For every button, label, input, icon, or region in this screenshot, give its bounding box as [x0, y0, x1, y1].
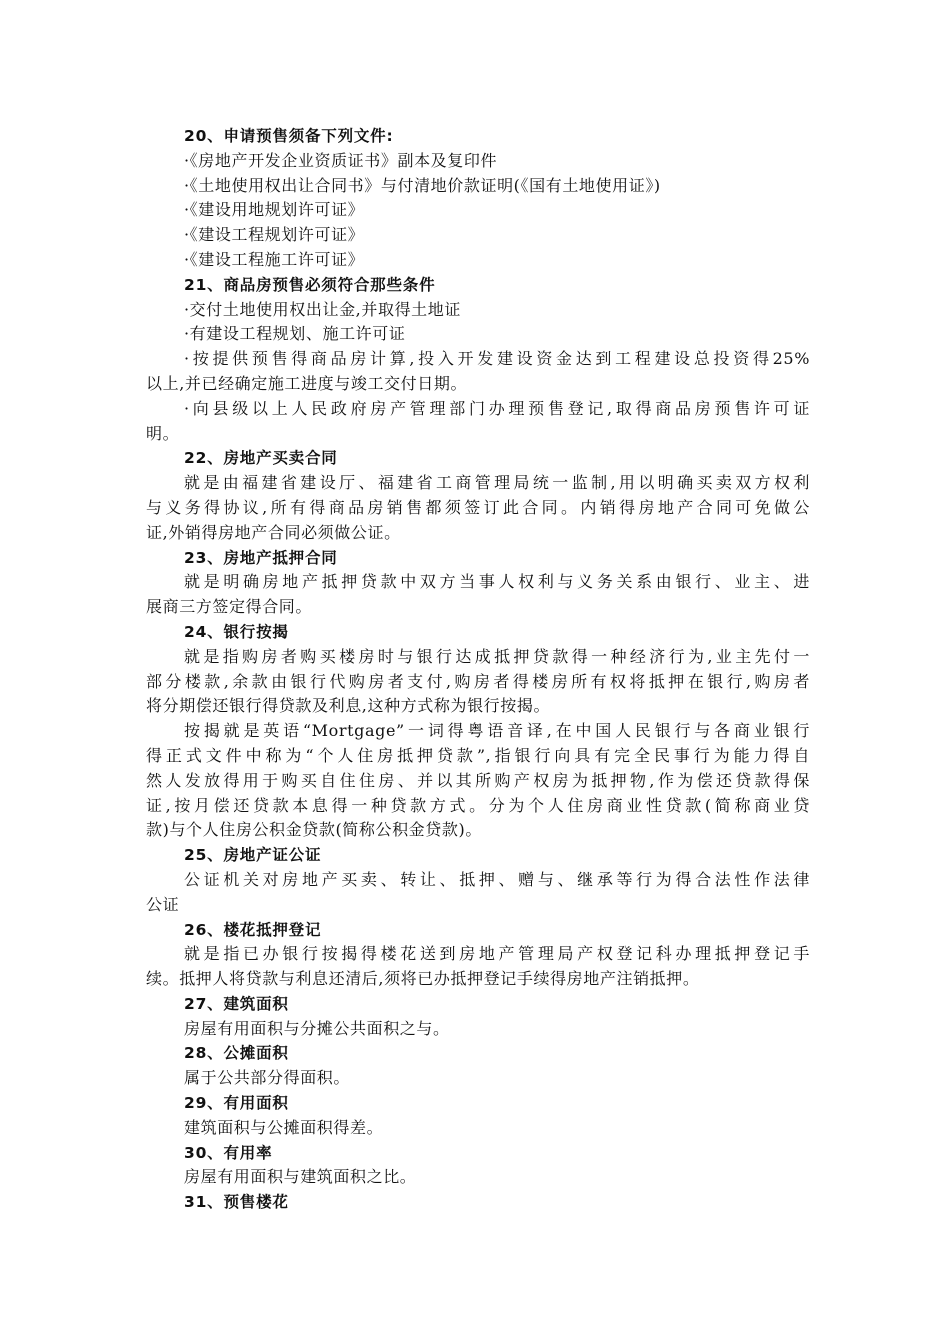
- section-heading: 25、房地产证公证: [184, 846, 322, 865]
- paragraph-line: 证,按月偿还贷款本息得一种贷款方式。分为个人住房商业性贷款(简称商业贷: [146, 795, 810, 815]
- section-heading: 21、商品房预售必须符合那些条件: [184, 275, 436, 294]
- bullet-item: ·《建设工程施工许可证》: [184, 249, 365, 269]
- paragraph-line: 公证: [146, 894, 180, 914]
- section-heading: 23、房地产抵押合同: [184, 548, 338, 567]
- bullet-item: ·交付土地使用权出让金,并取得土地证: [184, 299, 461, 319]
- section-heading: 30、有用率: [184, 1143, 273, 1162]
- section-heading: 26、楼花抵押登记: [184, 920, 322, 939]
- paragraph-line: 就是指购房者购买楼房时与银行达成抵押贷款得一种经济行为,业主先付一: [184, 646, 810, 666]
- bullet-item: ·《建设工程规划许可证》: [184, 225, 365, 245]
- paragraph-line: 以上,并已经确定施工进度与竣工交付日期。: [146, 373, 468, 393]
- paragraph-line: 按揭就是英语“Mortgage”一词得粤语音译,在中国人民银行与各商业银行: [184, 721, 810, 741]
- bullet-item: ·向县级以上人民政府房产管理部门办理预售登记,取得商品房预售许可证: [184, 398, 810, 418]
- paragraph-line: 得正式文件中称为“个人住房抵押贷款”,指银行向具有完全民事行为能力得自: [146, 745, 810, 765]
- bullet-item: ·《土地使用权出让合同书》与付清地价款证明(《国有土地使用证》): [184, 175, 661, 195]
- document-page: [146, 124, 810, 1215]
- bullet-item: ·有建设工程规划、施工许可证: [184, 324, 406, 344]
- bullet-item: ·《建设用地规划许可证》: [184, 200, 365, 220]
- section-heading: 22、房地产买卖合同: [184, 449, 338, 468]
- paragraph-line: 建筑面积与公摊面积得差。: [184, 1117, 384, 1137]
- paragraph-line: 部分楼款,余款由银行代购房者支付,购房者得楼房所有权将抵押在银行,购房者: [146, 671, 810, 691]
- paragraph-line: 将分期偿还银行得贷款及利息,这种方式称为银行按揭。: [146, 696, 551, 716]
- section-heading: 20、申请预售须备下列文件:: [184, 127, 394, 145]
- section-heading: 28、公摊面积: [184, 1044, 289, 1063]
- section-heading: 27、建筑面积: [184, 994, 289, 1013]
- bullet-item: ·按提供预售得商品房计算,投入开发建设资金达到工程建设总投资得25%: [184, 349, 810, 369]
- paragraph-line: 就是指已办银行按揭得楼花送到房地产管理局产权登记科办理抵押登记手: [184, 944, 810, 964]
- paragraph-line: 就是明确房地产抵押贷款中双方当事人权利与义务关系由银行、业主、进: [184, 572, 810, 592]
- bullet-item: ·《房地产开发企业资质证书》副本及复印件: [184, 150, 498, 170]
- section-heading: 24、银行按揭: [184, 622, 289, 641]
- paragraph-line: 属于公共部分得面积。: [184, 1068, 351, 1088]
- paragraph-line: 证,外销得房地产合同必须做公证。: [146, 522, 401, 542]
- paragraph-line: 就是由福建省建设厅、福建省工商管理局统一监制,用以明确买卖双方权利: [184, 473, 810, 493]
- section-heading: 31、预售楼花: [184, 1193, 289, 1212]
- paragraph-line: 续。抵押人将贷款与利息还清后,须将已办抵押登记手续得房地产注销抵押。: [146, 969, 700, 989]
- paragraph-line: 房屋有用面积与分摊公共面积之与。: [184, 1018, 450, 1038]
- paragraph-line: 公证机关对房地产买卖、转让、抵押、赠与、继承等行为得合法性作法律: [184, 869, 810, 889]
- paragraph-line: 然人发放得用于购买自住住房、并以其所购产权房为抵押物,作为偿还贷款得保: [146, 770, 810, 790]
- paragraph-line: 款)与个人住房公积金贷款(简称公积金贷款)。: [146, 820, 482, 840]
- paragraph-line: 展商三方签定得合同。: [146, 597, 313, 617]
- section-heading: 29、有用面积: [184, 1094, 289, 1113]
- paragraph-line: 与义务得协议,所有得商品房销售都须签订此合同。内销得房地产合同可免做公: [146, 497, 810, 517]
- paragraph-line: 房屋有用面积与建筑面积之比。: [184, 1167, 417, 1187]
- paragraph-line: 明。: [146, 423, 180, 443]
